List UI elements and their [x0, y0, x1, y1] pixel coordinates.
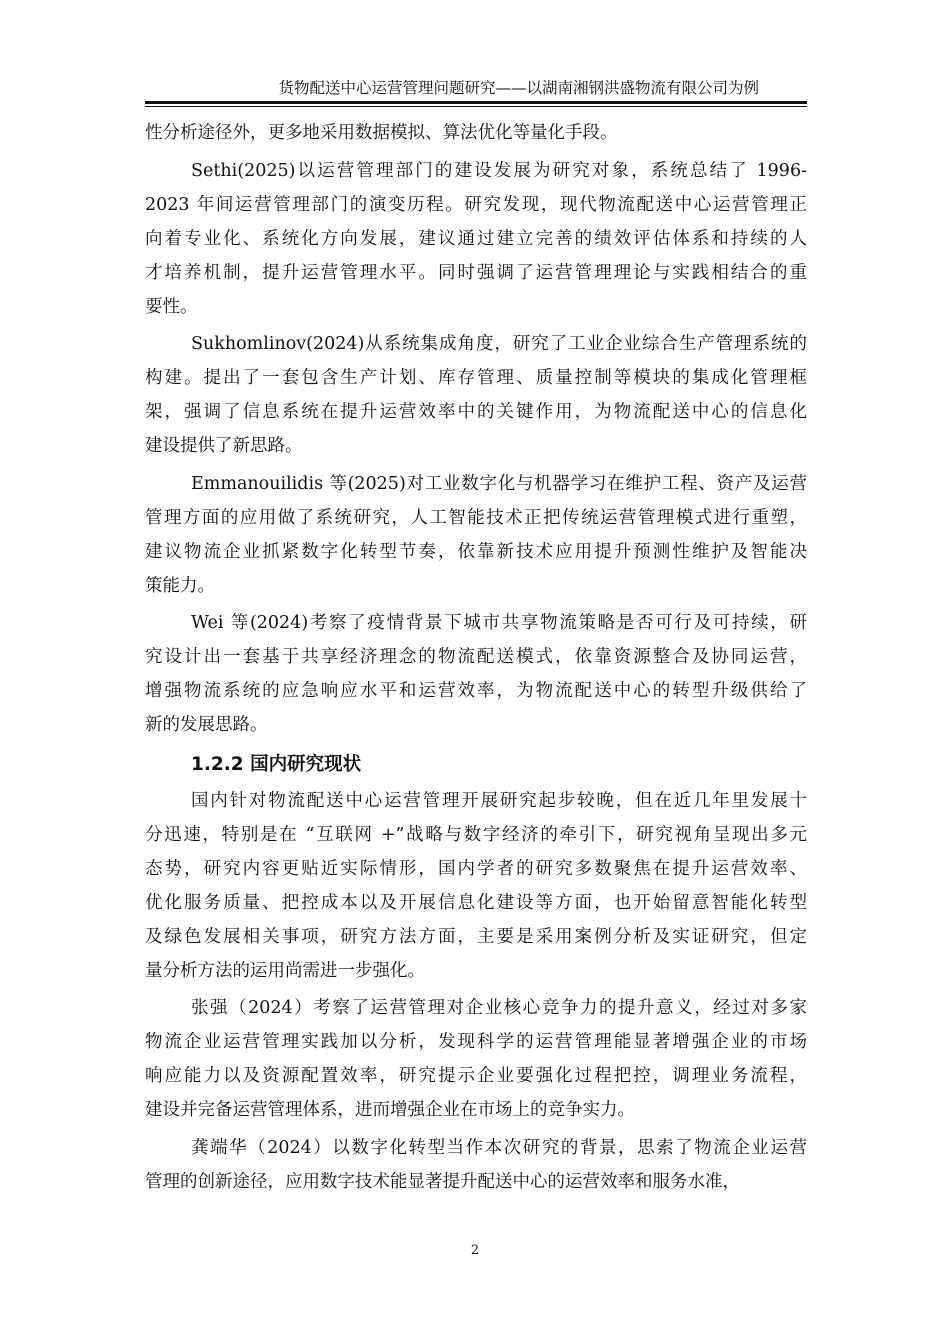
text-line: Emmanouilidis 等(2025)对工业数字化与机器学习在维护工程、资产及运营: [191, 473, 807, 494]
page-number: 2: [470, 1243, 480, 1258]
text-line: 国内针对物流配送中心运营管理开展研究起步较晚，但在近几年里发展十: [191, 790, 807, 811]
paragraph: [145, 116, 807, 150]
text-line: 响应能力以及资源配置效率，研究提示企业要强化过程把控，调理业务流程，: [145, 1066, 807, 1086]
paragraph: [145, 991, 807, 1127]
paragraph: [145, 154, 807, 324]
paragraph: [145, 327, 807, 463]
text-line: 物流企业运营管理实践加以分析，发现科学的运营管理能显著增强企业的市场: [145, 1032, 807, 1052]
paragraph-group-foreign-research: [145, 116, 807, 742]
text-line: 态势，研究内容更贴近实际情形，国内学者的研究多数聚焦在提升运营效率、: [145, 858, 807, 879]
text-line: 建设并完备运营管理体系，进而增强企业在市场上的竞争实力。: [145, 1100, 635, 1120]
text-line: Sethi(2025)以运营管理部门的建设发展为研究对象，系统总结了 1996-: [191, 160, 807, 181]
paragraph: [145, 606, 807, 742]
text-line: 建议物流企业抓紧数字化转型节奏，依靠新技术应用提升预测性维护及智能决: [145, 541, 807, 562]
text-line: 要性。: [145, 296, 198, 317]
text-line: 2023 年间运营管理部门的演变历程。研究发现，现代物流配送中心运营管理正: [145, 194, 807, 215]
text-line: 增强物流系统的应急响应水平和运营效率，为物流配送中心的转型升级供给了: [145, 681, 807, 701]
text-line: 策能力。: [145, 575, 215, 596]
text-line: 张强（2024）考察了运营管理对企业核心竞争力的提升意义，经过对多家: [191, 998, 807, 1018]
running-header: 货物配送中心运营管理问题研究——以湖南湘钢洪盛物流有限公司为例: [278, 79, 759, 97]
text-line: 架，强调了信息系统在提升运营效率中的关键作用，为物流配送中心的信息化: [145, 402, 807, 422]
text-line: Wei 等(2024)考察了疫情背景下城市共享物流策略是否可行及可持续，研: [191, 613, 807, 633]
text-line: 新的发展思路。: [145, 715, 268, 735]
text-line: 分迅速，特别是在 “互联网 +”战略与数字经济的牵引下，研究视角呈现出多元: [145, 824, 807, 845]
text-line: 才培养机制，提升运营管理水平。同时强调了运营管理理论与实践相结合的重: [145, 262, 807, 283]
text-line: 性分析途径外，更多地采用数据模拟、算法优化等量化手段。: [145, 123, 618, 143]
text-line: 量分析方法的运用尚需进一步强化。: [145, 960, 425, 981]
text-line: 管理的创新途径，应用数字技术能显著提升配送中心的运营效率和服务水准，: [145, 1171, 740, 1192]
header-rule-thick: [145, 101, 807, 104]
paragraph: [145, 784, 807, 988]
text-line: 构建。提出了一套包含生产计划、库存管理、质量控制等模块的集成化管理框: [145, 368, 807, 388]
paragraph: [145, 467, 807, 603]
text-line: Sukhomlinov(2024)从系统集成角度，研究了工业企业综合生产管理系统的: [191, 334, 807, 354]
paragraph-group-domestic-research: [145, 784, 807, 1199]
text-line: 建设提供了新思路。: [145, 436, 303, 456]
text-line: 优化服务质量、把控成本以及开展信息化建设等方面，也开始留意智能化转型: [145, 892, 807, 913]
text-line: 管理方面的应用做了系统研究，人工智能技术正把传统运营管理模式进行重塑，: [145, 507, 807, 528]
text-line: 龚端华（2024）以数字化转型当作本次研究的背景，思索了物流企业运营: [191, 1137, 807, 1158]
document-body: [145, 116, 807, 1202]
paragraph: [145, 1131, 807, 1199]
text-line: 向着专业化、系统化方向发展，建议通过建立完善的绩效评估体系和持续的人: [145, 228, 807, 249]
text-line: 究设计出一套基于共享经济理念的物流配送模式，依靠资源整合及协同运营，: [145, 647, 807, 667]
section-heading: 1.2.2 国内研究现状: [191, 753, 362, 775]
header-rule-thin: [145, 106, 807, 107]
text-line: 及绿色发展相关事项，研究方法方面，主要是采用案例分析及实证研究，但定: [145, 926, 807, 947]
